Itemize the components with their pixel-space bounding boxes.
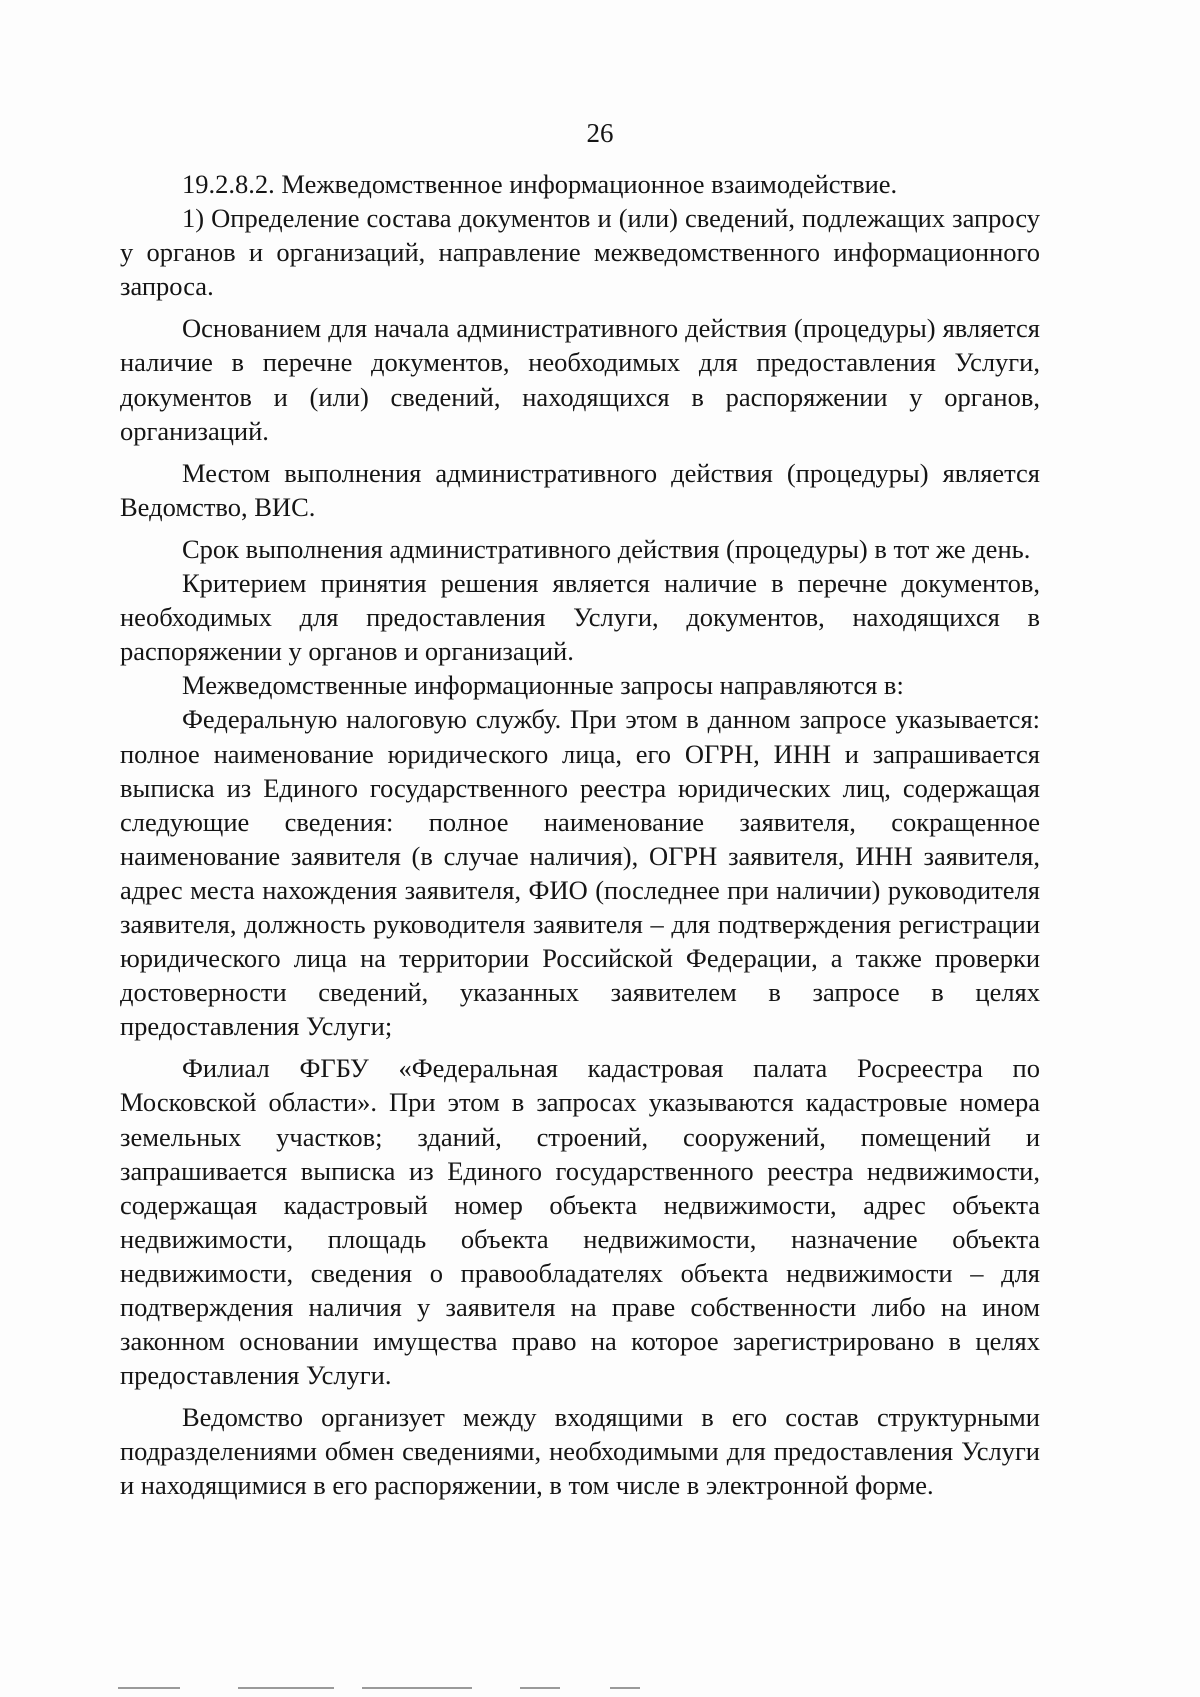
scan-edge-marks bbox=[0, 1684, 1200, 1692]
paragraph-exchange: Ведомство организует между входящими в его состав структурными подразделениями обмен сведениями, необходимыми для предоставления Услуги и находящимися в его распоряжении, в том числе в электронной форме. bbox=[120, 1402, 1040, 1501]
paragraph-step-1: 1) Определение состава документов и (или) сведений, подлежащих запросу у органов и организаций, направление межведомственного информационного запроса. bbox=[120, 203, 1040, 302]
paragraph-requests-intro: Межведомственные информационные запросы направляются в: bbox=[182, 670, 904, 701]
paragraph-basis: Основанием для начала административного действия (процедуры) является наличие в перечне документов, необходимых для предоставления Услуги, документов и (или) сведений, находящихся в распоряжении у органов, организаций. bbox=[120, 313, 1040, 446]
scan-mark bbox=[362, 1687, 472, 1689]
scan-mark bbox=[520, 1687, 560, 1689]
paragraph-place: Местом выполнения административного действия (процедуры) является Ведомство, ВИС. bbox=[120, 457, 1040, 522]
section-heading: 19.2.8.2. Межведомственное информационное взаимодействие. bbox=[182, 169, 898, 199]
paragraph-cadastral-chamber: Филиал ФГБУ «Федеральная кадастровая палата Росреестра по Московской области». При этом в запросах указываются кадастровые номера земельных участков; зданий, строений, сооружений, помещений и запрашивается выписка из Единого государственного реестра недвижимости, содержащая кадастровый номер объекта недвижимости, адрес объекта недвижимости, площадь объекта недвижимости, назначение объекта недвижимости, сведения о правообладателях объекта недвижимости – для подтверждения наличия у заявителя на праве собственности либо на ином законном основании имущества право на которое зарегистрировано в целях предоставления Услуги. bbox=[120, 1053, 1040, 1391]
paragraph-tax-service: Федеральную налоговую службу. При этом в данном запросе указывается: полное наименование юридического лица, его ОГРН, ИНН и запрашивается выписка из Единого государственного реестра юридических лиц, содержащая следующие сведения: полное наименование заявителя, сокращенное наименование заявителя (в случае наличия), ОГРН заявителя, ИНН заявителя, адрес места нахождения заявителя, ФИО (последнее при наличии) руководителя заявителя, должность руководителя заявителя – для подтверждения регистрации юридического лица на территории Российской Федерации, а также проверки достоверности сведений, указанных заявителем в запросе в целях предоставления Услуги; bbox=[120, 704, 1040, 1042]
scan-mark bbox=[238, 1687, 334, 1689]
page-number: 26 bbox=[586, 118, 614, 148]
paragraph-criterion: Критерием принятия решения является наличие в перечне документов, необходимых для предоставления Услуги, документов, находящихся в распоряжении у органов и организаций. bbox=[120, 568, 1040, 667]
document-body bbox=[120, 167, 1040, 1503]
paragraph-term: Срок выполнения административного действия (процедуры) в тот же день. bbox=[182, 533, 1031, 564]
scan-mark bbox=[118, 1687, 180, 1689]
scan-mark bbox=[610, 1687, 640, 1689]
